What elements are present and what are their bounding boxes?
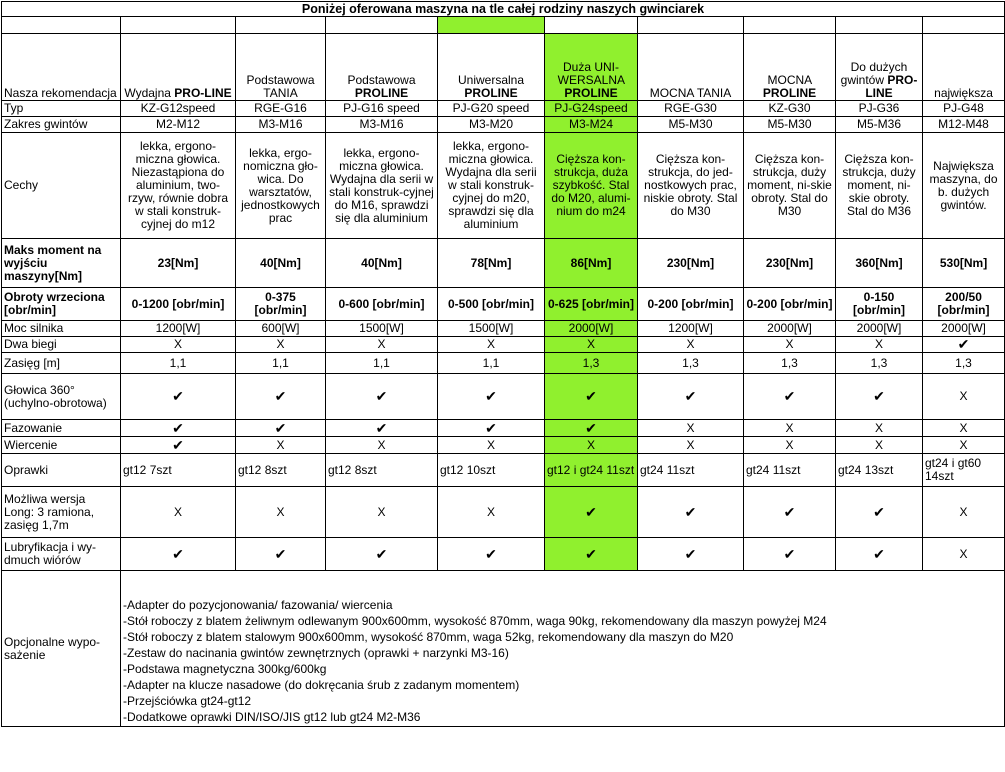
- column-header: [638, 34, 744, 101]
- cross-mark: X: [545, 337, 638, 353]
- table-cell: M5-M30: [638, 117, 744, 133]
- table-cell: PJ-G48: [923, 101, 1005, 117]
- check-icon: ✔: [121, 420, 236, 437]
- table-cell: gt24 11szt: [744, 454, 836, 487]
- column-header: [744, 34, 836, 101]
- check-icon: ✔: [836, 487, 923, 538]
- table-row-zasieg: [2, 353, 1005, 374]
- cross-mark: X: [744, 337, 836, 353]
- table-cell: 0-625 [obr/min]: [545, 288, 638, 321]
- column-header-emphasis: PROLINE: [564, 86, 618, 100]
- cross-mark: X: [836, 337, 923, 353]
- table-cell: 0-200 [obr/min]: [744, 288, 836, 321]
- check-icon: ✔: [638, 538, 744, 571]
- optional-equipment-item: -Stół roboczy z blatem żeliwnym odlewanym 900x600mm, wysokość 870mm, waga 90kg, rekomendowany dla maszyn powyżej M24: [123, 614, 827, 628]
- table-cell: 600[W]: [236, 321, 326, 337]
- row-label: Maks moment na wyjściu maszyny[Nm]: [2, 239, 121, 288]
- column-header: [923, 34, 1005, 101]
- cross-mark: X: [744, 437, 836, 454]
- column-header-emphasis: PROLINE: [354, 86, 409, 100]
- cross-mark: X: [923, 420, 1005, 437]
- column-header-emphasis: PROLINE: [464, 86, 518, 100]
- table-cell: 360[Nm]: [836, 239, 923, 288]
- cross-mark: X: [923, 374, 1005, 420]
- check-icon: ✔: [326, 420, 438, 437]
- row-label: Fazowanie: [2, 420, 121, 437]
- table-row-lubry: [2, 538, 1005, 571]
- table-cell: Cięższa kon-strukcja, duży moment, ni-skie obroty. Stal do M30: [744, 133, 836, 239]
- row-label: Lubryfikacja i wy-dmuch wiórów: [2, 538, 121, 571]
- optional-equipment-item: -Przejściówka gt24-gt12: [123, 694, 252, 708]
- table-cell: Największa maszyna, do b. dużych gwintów.: [923, 133, 1005, 239]
- cross-mark: X: [326, 337, 438, 353]
- check-icon: ✔: [236, 374, 326, 420]
- column-header: [121, 34, 236, 101]
- recommendation-row: [2, 34, 1005, 101]
- check-icon: ✔: [744, 487, 836, 538]
- check-icon: ✔: [545, 538, 638, 571]
- table-cell: 86[Nm]: [545, 239, 638, 288]
- cross-mark: X: [638, 437, 744, 454]
- cross-mark: X: [121, 487, 236, 538]
- cross-mark: X: [438, 337, 545, 353]
- table-cell: M2-M12: [121, 117, 236, 133]
- table-cell: gt12 7szt: [121, 454, 236, 487]
- row-label: Typ: [2, 101, 121, 117]
- row-label: Wiercenie: [2, 437, 121, 454]
- table-cell: Cięższa kon-strukcja, duża szybkość. Stal do M20, alumi-nium do m24: [545, 133, 638, 239]
- table-row-moc: [2, 321, 1005, 337]
- table-row-oprawki: [2, 454, 1005, 487]
- table-cell: 2000[W]: [545, 321, 638, 337]
- check-icon: ✔: [326, 538, 438, 571]
- column-header-text: Uniwersalna: [457, 73, 525, 87]
- table-cell: lekka, ergono-miczna głowica. Niezastąpiona do aluminium, two-rzyw, równie dobra w stali konstruk-cyjnej do m12: [121, 133, 236, 239]
- table-cell: PJ-G24speed: [545, 101, 638, 117]
- table-cell: 530[Nm]: [923, 239, 1005, 288]
- cross-mark: X: [744, 420, 836, 437]
- row-label: Cechy: [2, 133, 121, 239]
- column-header-text: największa: [934, 86, 993, 100]
- row-label: Obroty wrzeciona [obr/min]: [2, 288, 121, 321]
- optional-equipment-list: [121, 571, 1005, 727]
- row-label: Dwa biegi: [2, 337, 121, 353]
- row-label: Zakres gwintów: [2, 117, 121, 133]
- cross-mark: X: [923, 437, 1005, 454]
- table-cell: 1,3: [836, 353, 923, 374]
- table-cell: 1,1: [438, 353, 545, 374]
- check-icon: ✔: [545, 420, 638, 437]
- column-header-text: MOCNA TANIA: [649, 86, 732, 100]
- cross-mark: X: [545, 437, 638, 454]
- table-cell: 230[Nm]: [744, 239, 836, 288]
- table-cell: lekka, ergono-miczna głowica. Wydajna dla serii w stali konstruk-cyjnej do M16, sprawdzi się dla aluminium: [326, 133, 438, 239]
- table-cell: 23[Nm]: [121, 239, 236, 288]
- optional-equipment-item: -Podstawa magnetyczna 300kg/600kg: [123, 662, 327, 676]
- table-cell: M3-M20: [438, 117, 545, 133]
- table-cell: M3-M24: [545, 117, 638, 133]
- row-label: Moc silnika: [2, 321, 121, 337]
- check-icon: ✔: [326, 374, 438, 420]
- table-cell: Cięższa kon-strukcja, do jed-nostkowych prac, niskie obroty. Stal do M30: [638, 133, 744, 239]
- cross-mark: X: [438, 437, 545, 454]
- table-cell: RGE-G30: [638, 101, 744, 117]
- table-cell: 1,1: [121, 353, 236, 374]
- table-cell: KZ-G12speed: [121, 101, 236, 117]
- table-cell: PJ-G16 speed: [326, 101, 438, 117]
- table-cell: lekka, ergono-miczna głowica. Wydajna dla serii w stali konstruk-cyjnej do m20, sprawdzi się dla aluminium: [438, 133, 545, 239]
- table-cell: M3-M16: [236, 117, 326, 133]
- column-header-emphasis: PRO-LINE: [865, 73, 918, 100]
- check-icon: ✔: [121, 538, 236, 571]
- table-cell: 1,3: [638, 353, 744, 374]
- table-cell: KZ-G30: [744, 101, 836, 117]
- cross-mark: X: [236, 487, 326, 538]
- table-row-long: [2, 487, 1005, 538]
- check-icon: ✔: [438, 538, 545, 571]
- check-icon: ✔: [638, 487, 744, 538]
- table-cell: M5-M30: [744, 117, 836, 133]
- table-cell: 1,3: [923, 353, 1005, 374]
- table-cell: 40[Nm]: [326, 239, 438, 288]
- table-cell: Cięższa kon-strukcja, duży moment, ni-skie obroty. Stal do M36: [836, 133, 923, 239]
- cross-mark: X: [326, 487, 438, 538]
- cross-mark: X: [638, 420, 744, 437]
- table-row-glowica: [2, 374, 1005, 420]
- table-cell: 0-200 [obr/min]: [638, 288, 744, 321]
- check-icon: ✔: [836, 538, 923, 571]
- table-cell: 1,1: [326, 353, 438, 374]
- table-row-obroty: [2, 288, 1005, 321]
- column-header-emphasis: PRO-LINE: [174, 86, 232, 100]
- column-header: [236, 34, 326, 101]
- table-cell: lekka, ergo-nomiczna gło-wica. Do warsztatów, jednostkowych prac: [236, 133, 326, 239]
- table-row-cechy: [2, 133, 1005, 239]
- table-cell: M12-M48: [923, 117, 1005, 133]
- cross-mark: X: [236, 337, 326, 353]
- table-cell: M5-M36: [836, 117, 923, 133]
- optional-equipment-item: -Zestaw do nacinania gwintów zewnętrznych (oprawki + narzynki M3-16): [123, 646, 509, 660]
- optional-equipment-row: [2, 571, 1005, 727]
- table-cell: gt12 10szt: [438, 454, 545, 487]
- table-cell: 1200[W]: [638, 321, 744, 337]
- table-cell: 200/50 [obr/min]: [923, 288, 1005, 321]
- table-cell: 0-600 [obr/min]: [326, 288, 438, 321]
- table-cell: 0-500 [obr/min]: [438, 288, 545, 321]
- row-label: Możliwa wersja Long: 3 ramiona, zasięg 1,7m: [2, 487, 121, 538]
- cross-mark: X: [836, 437, 923, 454]
- spacer-row: [2, 17, 1005, 34]
- row-label: Opcjonalne wypo-sażenie: [2, 571, 121, 727]
- check-icon: ✔: [836, 374, 923, 420]
- optional-equipment-item: -Stół roboczy z blatem stalowym 900x600mm, wysokość 870mm, waga 52kg, rekomendowany dla maszyn do M20: [123, 630, 734, 644]
- table-row-typ: [2, 101, 1005, 117]
- table-cell: 0-375 [obr/min]: [236, 288, 326, 321]
- table-cell: 0-1200 [obr/min]: [121, 288, 236, 321]
- table-cell: 1,3: [545, 353, 638, 374]
- check-icon: ✔: [121, 437, 236, 454]
- table-cell: 230[Nm]: [638, 239, 744, 288]
- cross-mark: X: [236, 437, 326, 454]
- check-icon: ✔: [438, 420, 545, 437]
- column-header-text: Duża UNI-WERSALNA: [557, 60, 625, 87]
- table-cell: 0-150 [obr/min]: [836, 288, 923, 321]
- table-cell: 2000[W]: [836, 321, 923, 337]
- table-row-moment: [2, 239, 1005, 288]
- optional-equipment-item: -Adapter do pozycjonowania/ fazowania/ wiercenia: [123, 598, 393, 612]
- table-cell: RGE-G16: [236, 101, 326, 117]
- table-cell: gt24 11szt: [638, 454, 744, 487]
- row-label: Głowica 360° (uchylno-obrotowa): [2, 374, 121, 420]
- table-cell: 1500[W]: [438, 321, 545, 337]
- optional-equipment-item: -Dodatkowe oprawki DIN/ISO/JIS gt12 lub gt24 M2-M36: [123, 710, 421, 724]
- column-header-text: Podstawowa: [347, 73, 416, 87]
- check-icon: ✔: [236, 420, 326, 437]
- table-title: Poniżej oferowana maszyna na tle całej rodziny naszych gwinciarek: [2, 2, 1005, 17]
- table-cell: gt24 13szt: [836, 454, 923, 487]
- check-icon: ✔: [923, 337, 1005, 353]
- row-label: Nasza rekomendacja: [2, 34, 121, 101]
- cross-mark: X: [438, 487, 545, 538]
- table-cell: gt12 i gt24 11szt: [545, 454, 638, 487]
- column-header-text: Do dużych gwintów: [840, 60, 908, 87]
- table-cell: 2000[W]: [744, 321, 836, 337]
- table-cell: M3-M16: [326, 117, 438, 133]
- table-cell: gt24 i gt60 14szt: [923, 454, 1005, 487]
- column-header: [326, 34, 438, 101]
- table-row-biegi: [2, 337, 1005, 353]
- column-header-text: Podstawowa TANIA: [246, 73, 315, 100]
- column-header: [836, 34, 923, 101]
- cross-mark: X: [923, 538, 1005, 571]
- check-icon: ✔: [744, 538, 836, 571]
- table-cell: 2000[W]: [923, 321, 1005, 337]
- table-cell: gt12 8szt: [326, 454, 438, 487]
- check-icon: ✔: [638, 374, 744, 420]
- table-cell: 1,1: [236, 353, 326, 374]
- column-header: [545, 34, 638, 101]
- table-cell: 78[Nm]: [438, 239, 545, 288]
- table-cell: PJ-G36: [836, 101, 923, 117]
- cross-mark: X: [326, 437, 438, 454]
- check-icon: ✔: [545, 487, 638, 538]
- row-label: Oprawki: [2, 454, 121, 487]
- table-cell: 1200[W]: [121, 321, 236, 337]
- check-icon: ✔: [744, 374, 836, 420]
- table-cell: 40[Nm]: [236, 239, 326, 288]
- check-icon: ✔: [236, 538, 326, 571]
- check-icon: ✔: [121, 374, 236, 420]
- table-cell: gt12 8szt: [236, 454, 326, 487]
- table-row-zakres: [2, 117, 1005, 133]
- column-header: [438, 34, 545, 101]
- row-label: Zasięg [m]: [2, 353, 121, 374]
- check-icon: ✔: [545, 374, 638, 420]
- comparison-table: [1, 1, 1005, 727]
- table-row-fazowanie: [2, 420, 1005, 437]
- table-cell: PJ-G20 speed: [438, 101, 545, 117]
- cross-mark: X: [923, 487, 1005, 538]
- cross-mark: X: [836, 420, 923, 437]
- table-cell: 1500[W]: [326, 321, 438, 337]
- column-header-emphasis: PROLINE: [762, 86, 817, 100]
- table-row-wiercenie: [2, 437, 1005, 454]
- cross-mark: X: [638, 337, 744, 353]
- table-cell: 1,3: [744, 353, 836, 374]
- column-header-text: MOCNA: [767, 73, 812, 87]
- cross-mark: X: [121, 337, 236, 353]
- column-header-text: Wydajna: [124, 86, 171, 100]
- check-icon: ✔: [438, 374, 545, 420]
- optional-equipment-item: -Adapter na klucze nasadowe (do dokręcania śrub z zadanym momentem): [123, 678, 520, 692]
